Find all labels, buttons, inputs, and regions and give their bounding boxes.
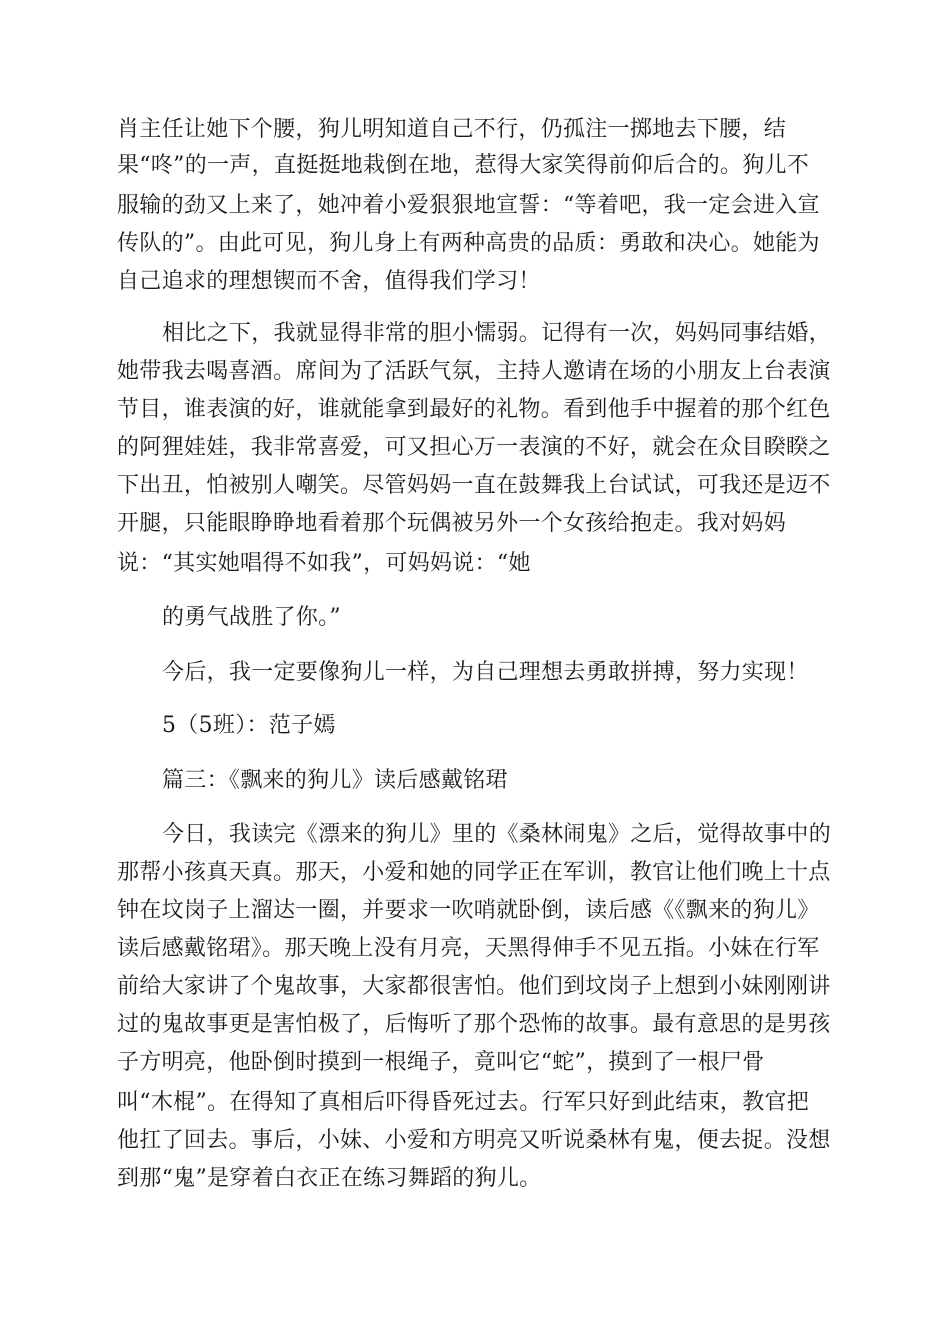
text-line: 读后感戴铭珺》。那天晚上没有月亮，天黑得伸手不见五指。小妹在行军 [117,936,820,961]
text-line: 肖主任让她下个腰，狗儿明知道自己不行，仍孤注一掷地去下腰，结 [117,117,787,142]
text-line: 下出丑，怕被别人嘲笑。尽管妈妈一直在鼓舞我上台试试，可我还是迈不 [117,473,831,498]
text-line: 5（5班）：范子嫣 [162,713,336,738]
text-line: 那帮小孩真天真。那天，小爱和她的同学正在军训，教官让他们晚上十点 [117,860,831,885]
text-line: 叫“木棍”。在得知了真相后吓得昏死过去。行军只好到此结束，教官把 [117,1090,810,1115]
section-heading: 篇三：《飘来的狗儿》读后感戴铭珺 [162,768,508,793]
text-line: 过的鬼故事更是害怕极了，后悔听了那个恐怖的故事。最有意思的是男孩 [117,1012,831,1037]
text-line: 前给大家讲了个鬼故事，大家都很害怕。他们到坟岗子上想到小妹刚刚讲 [117,974,831,999]
text-line: 果“咚”的一声，直挺挺地栽倒在地，惹得大家笑得前仰后合的。狗儿不 [117,153,810,178]
text-line: 到那“鬼”是穿着白衣正在练习舞蹈的狗儿。 [117,1166,542,1191]
text-line: 今日，我读完《漂来的狗儿》里的《桑林闹鬼》之后，觉得故事中的 [162,822,832,847]
text-line: 的勇气战胜了你。” [162,605,341,630]
text-line: 子方明亮，他卧倒时摸到一根绳子，竟叫它“蛇”，摸到了一根尸骨 [117,1050,765,1075]
text-line: 传队的”。由此可见，狗儿身上有两种高贵的品质：勇敢和决心。她能为 [117,231,820,256]
text-line: 她带我去喝喜酒。席间为了活跃气氛，主持人邀请在场的小朋友上台表演 [117,359,831,384]
text-line: 说：“其实她唱得不如我”，可妈妈说：“她 [117,551,531,576]
text-line: 今后，我一定要像狗儿一样，为自己理想去勇敢拼搏，努力实现！ [162,660,809,685]
text-line: 服输的劲又上来了，她冲着小爱狠狠地宣誓：“等着吧，我一定会进入宣 [117,193,820,218]
text-line: 的阿狸娃娃，我非常喜爱，可又担心万一表演的不好，就会在众目睽睽之 [117,435,831,460]
text-line: 节目，谁表演的好，谁就能拿到最好的礼物。看到他手中握着的那个红色 [117,397,831,422]
text-line: 钟在坟岗子上溜达一圈，并要求一吹哨就卧倒，读后感《《飘来的狗儿》 [117,898,820,923]
text-line: 相比之下，我就显得非常的胆小懦弱。记得有一次，妈妈同事结婚， [162,321,832,346]
text-line: 开腿，只能眼睁睁地看着那个玩偶被另外一个女孩给抱走。我对妈妈 [117,511,787,536]
text-line: 自己追求的理想锲而不舍，值得我们学习！ [117,269,541,294]
text-line: 他扛了回去。事后，小妹、小爱和方明亮又听说桑林有鬼，便去捉。没想 [117,1128,831,1153]
